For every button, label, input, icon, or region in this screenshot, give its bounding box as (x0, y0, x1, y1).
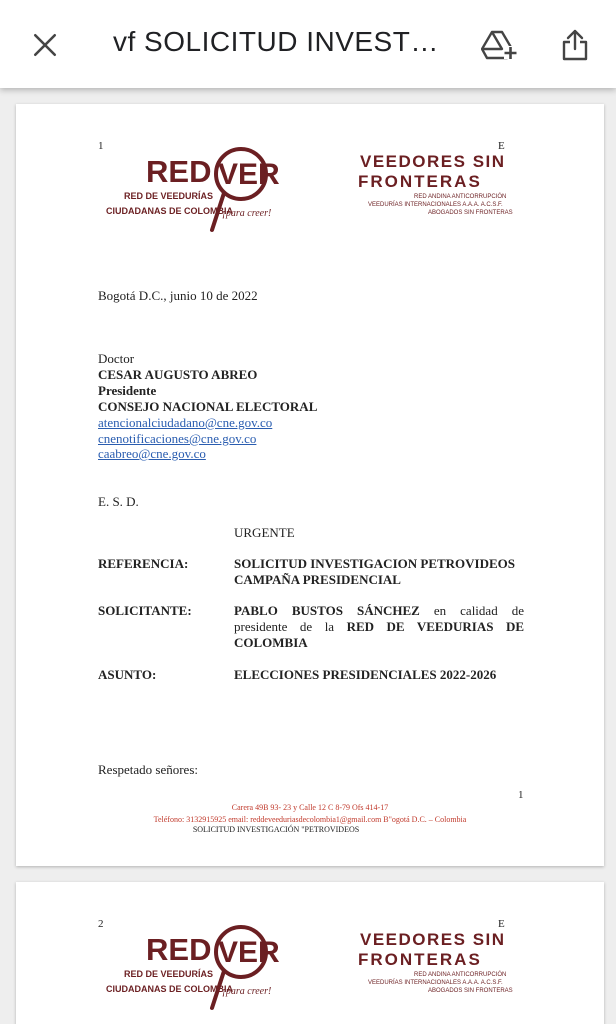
greeting: Respetado señores: (98, 762, 199, 777)
logo-word-ver: VER (218, 936, 280, 969)
solicitante-name: PABLO BUSTOS SÁNCHEZ (234, 603, 420, 618)
recipient-role: Presidente (98, 383, 157, 398)
close-icon (32, 32, 58, 58)
logo-line1: RED DE VEEDURÍAS (124, 969, 214, 979)
logo-line2: CIUDADANAS DE COLOMBIA (106, 984, 233, 994)
referencia-line1: SOLICITUD INVESTIGACION PETROVIDEOS (234, 556, 516, 571)
corner-mark: E (498, 918, 505, 930)
referencia-line2: CAMPAÑA PRESIDENCIAL (234, 572, 401, 587)
recipient-name: CESAR AUGUSTO ABREO (98, 367, 258, 382)
email-link[interactable]: atencionalciudadano@cne.gov.co (98, 415, 273, 430)
vsf-line2: FRONTERAS (358, 950, 482, 969)
veedores-sin-fronteras-logo (354, 928, 514, 998)
logo-line1: RED DE VEEDURÍAS (124, 191, 214, 201)
logo-word-ver: VER (218, 158, 280, 191)
vsf-line1: VEEDORES SIN (360, 152, 506, 171)
vsf-small1: RED ANDINA ANTICORRUPCIÓN (414, 972, 507, 978)
corner-mark: E (498, 140, 505, 152)
vsf-small1: RED ANDINA ANTICORRUPCIÓN (414, 194, 507, 200)
vsf-small3: ABOGADOS SIN FRONTERAS (428, 988, 513, 994)
logo-word-red: RED (146, 154, 212, 189)
asunto-value: ELECCIONES PRESIDENCIALES 2022-2026 (234, 667, 497, 682)
logo-slogan: ¡para creer! (222, 986, 272, 997)
share-icon (561, 29, 589, 61)
footer-doc-title: SOLICITUD INVESTIGACIÓN "PETROVIDEOS (192, 825, 360, 834)
vsf-small3: ABOGADOS SIN FRONTERAS (428, 210, 513, 216)
solicitante-label: SOLICITANTE: (98, 603, 192, 618)
app-toolbar (0, 0, 616, 88)
recipient-org: CONSEJO NACIONAL ELECTORAL (98, 399, 318, 414)
email-link[interactable]: cnenotificaciones@cne.gov.co (98, 431, 257, 446)
logo-slogan: ¡para creer! (222, 208, 272, 219)
urgent-label: URGENTE (234, 525, 295, 540)
salutation: Doctor (98, 351, 135, 366)
letter-date: Bogotá D.C., junio 10 de 2022 (98, 288, 258, 303)
document-title: vf SOLICITUD INVESTI... (113, 26, 443, 57)
vsf-line2: FRONTERAS (358, 172, 482, 191)
document-page-1[interactable] (16, 104, 604, 866)
red-ver-logo (102, 922, 282, 1012)
close-button[interactable] (22, 22, 68, 68)
page-number-top: 1 (98, 140, 104, 152)
footer-contact: Teléfono: 3132915925 email: reddeveeduriasdecolombia1@gmail.com B"ogotá D.C. – Colombia (153, 815, 467, 824)
vsf-small2: VEEDURÍAS INTERNACIONALES A.A.A. A.C.S.F. (368, 980, 503, 986)
solicitante-mid: en calidad de presidente de la (234, 603, 524, 634)
page-number-bottom: 1 (518, 789, 524, 801)
footer-address: Carera 49B 93- 23 y Calle 12 C 8-79 Ofs 414-17 (231, 803, 389, 812)
vsf-small2: VEEDURÍAS INTERNACIONALES A.A.A. A.C.S.F. (368, 202, 503, 208)
veedores-sin-fronteras-logo (354, 150, 514, 220)
share-button[interactable] (552, 22, 598, 68)
add-to-drive-icon (481, 29, 517, 61)
vsf-line1: VEEDORES SIN (360, 930, 506, 949)
esd-line: E. S. D. (98, 494, 139, 509)
page-number-top: 2 (98, 918, 104, 930)
logo-word-red: RED (146, 932, 212, 967)
add-to-drive-button[interactable] (476, 22, 522, 68)
logo-line2: CIUDADANAS DE COLOMBIA (106, 206, 233, 216)
email-link[interactable]: caabreo@cne.gov.co (98, 446, 206, 461)
asunto-label: ASUNTO: (98, 667, 157, 682)
solicitante-org: RED DE VEEDURIAS DE COLOMBIA (234, 619, 525, 650)
referencia-label: REFERENCIA: (98, 556, 189, 571)
document-page-2[interactable] (16, 882, 604, 1024)
solicitante-value (234, 603, 524, 651)
red-ver-logo (102, 144, 282, 234)
